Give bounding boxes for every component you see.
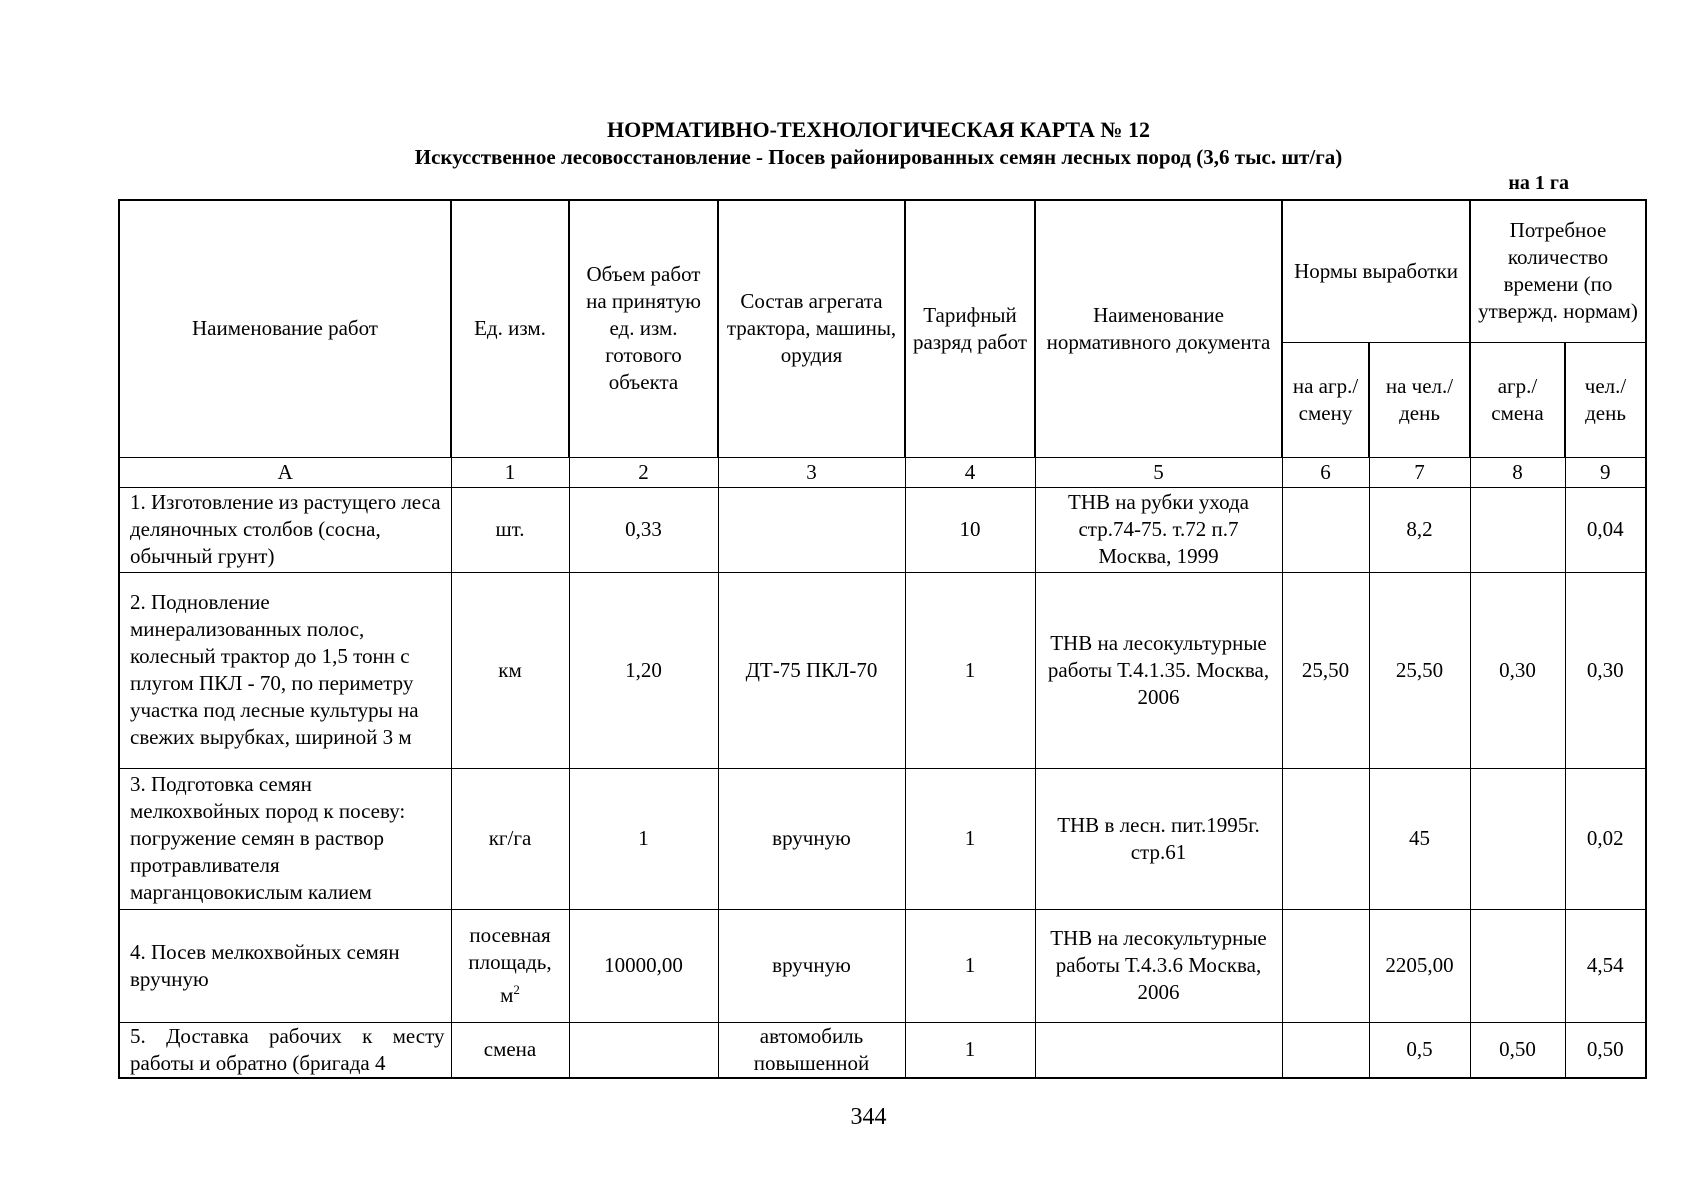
cell-norm-man: 8,2 bbox=[1369, 487, 1470, 572]
cell-composition: вручную bbox=[718, 909, 905, 1022]
table-row bbox=[119, 768, 1646, 909]
cell-norm-man: 45 bbox=[1369, 768, 1470, 909]
cell-unit: кг/га bbox=[451, 768, 569, 909]
cell-volume: 10000,00 bbox=[569, 909, 718, 1022]
cell-unit: шт. bbox=[451, 487, 569, 572]
header-norms: Нормы выработки bbox=[1282, 200, 1470, 342]
cell-tariff: 1 bbox=[905, 909, 1035, 1022]
cell-work-name: 5. Доставка рабочих к месту работы и обратно (бригада 4 bbox=[119, 1022, 451, 1078]
cell-time-agr bbox=[1470, 909, 1565, 1022]
cell-doc: ТНВ на лесокультурные работы Т.4.3.6 Москва, 2006 bbox=[1035, 909, 1282, 1022]
header-norm-man: на чел./ день bbox=[1369, 342, 1470, 457]
index-cell: 2 bbox=[569, 457, 718, 487]
cell-doc: ТНВ на рубки ухода стр.74-75. т.72 п.7 Москва, 1999 bbox=[1035, 487, 1282, 572]
cell-tariff: 10 bbox=[905, 487, 1035, 572]
cell-work-name: 2. Подновление минерализованных полос, колесный трактор до 1,5 тонн с плугом ПКЛ - 70, по периметру участка под лесные культуры на свежих вырубках, шириной 3 м bbox=[119, 572, 451, 768]
index-cell: 9 bbox=[1565, 457, 1646, 487]
table-row bbox=[119, 487, 1646, 572]
cell-norm-agr bbox=[1282, 768, 1369, 909]
header-norm-agr: на агр./ смену bbox=[1282, 342, 1369, 457]
header-time: Потребное количество времени (по утвержд. нормам) bbox=[1470, 200, 1646, 342]
unit-main-text: посевная площадь, bbox=[468, 923, 552, 974]
header-time-agr: агр./ смена bbox=[1470, 342, 1565, 457]
cell-norm-man: 25,50 bbox=[1369, 572, 1470, 768]
cell-time-agr: 0,50 bbox=[1470, 1022, 1565, 1078]
table-row bbox=[119, 572, 1646, 768]
table-row bbox=[119, 1022, 1646, 1078]
document-subtitle: Искусственное лесовосстановление - Посев районированных семян лесных пород (3,6 тыс. шт/га) bbox=[414, 145, 1343, 169]
index-cell: 5 bbox=[1035, 457, 1282, 487]
cell-volume: 1 bbox=[569, 768, 718, 909]
cell-composition bbox=[718, 487, 905, 572]
cell-tariff: 1 bbox=[905, 572, 1035, 768]
cell-time-man: 0,04 bbox=[1565, 487, 1646, 572]
header-volume: Объем работ на принятую ед. изм. готового объекта bbox=[569, 200, 718, 457]
cell-doc: ТНВ в лесн. пит.1995г. стр.61 bbox=[1035, 768, 1282, 909]
cell-time-man: 0,30 bbox=[1565, 572, 1646, 768]
cell-tariff: 1 bbox=[905, 768, 1035, 909]
index-cell: 7 bbox=[1369, 457, 1470, 487]
cell-composition: ДТ-75 ПКЛ-70 bbox=[718, 572, 905, 768]
index-row bbox=[119, 457, 1646, 487]
header-tariff: Тарифный разряд работ bbox=[905, 200, 1035, 457]
header-time-man: чел./ день bbox=[1565, 342, 1646, 457]
cell-work-name: 1. Изготовление из растущего леса деляночных столбов (сосна, обычный грунт) bbox=[119, 487, 451, 572]
index-cell: 1 bbox=[451, 457, 569, 487]
norms-table bbox=[118, 199, 1647, 1079]
unit-m-text: м bbox=[500, 983, 514, 1007]
cell-volume: 1,20 bbox=[569, 572, 718, 768]
cell-volume bbox=[569, 1022, 718, 1078]
cell-time-man: 0,50 bbox=[1565, 1022, 1646, 1078]
page-number: 344 bbox=[850, 1104, 887, 1130]
header-doc: Наименование нормативного документа bbox=[1035, 200, 1282, 457]
document-title: НОРМАТИВНО-ТЕХНОЛОГИЧЕСКАЯ КАРТА № 12 bbox=[606, 117, 1150, 142]
cell-norm-agr bbox=[1282, 487, 1369, 572]
cell-time-agr: 0,30 bbox=[1470, 572, 1565, 768]
cell-work-name: 4. Посев мелкохвойных семян вручную bbox=[119, 909, 451, 1022]
index-cell: 3 bbox=[718, 457, 905, 487]
cell-norm-man: 2205,00 bbox=[1369, 909, 1470, 1022]
cell-norm-man: 0,5 bbox=[1369, 1022, 1470, 1078]
cell-composition: автомобиль повышенной bbox=[718, 1022, 905, 1078]
cell-unit: км bbox=[451, 572, 569, 768]
cell-time-agr bbox=[1470, 768, 1565, 909]
cell-norm-agr bbox=[1282, 909, 1369, 1022]
cell-time-man: 0,02 bbox=[1565, 768, 1646, 909]
cell-norm-agr: 25,50 bbox=[1282, 572, 1369, 768]
unit-superscript: 2 bbox=[513, 982, 520, 997]
cell-work-name: 3. Подготовка семян мелкохвойных пород к посеву: погружение семян в раствор протравливателя марганцовокислым калием bbox=[119, 768, 451, 909]
unit-note: на 1 га bbox=[1508, 172, 1569, 194]
index-cell: 6 bbox=[1282, 457, 1369, 487]
index-cell: 4 bbox=[905, 457, 1035, 487]
table-row bbox=[119, 909, 1646, 1022]
header-unit: Ед. изм. bbox=[451, 200, 569, 457]
index-cell: А bbox=[119, 457, 451, 487]
cell-doc bbox=[1035, 1022, 1282, 1078]
cell-tariff: 1 bbox=[905, 1022, 1035, 1078]
header-work-name: Наименование работ bbox=[119, 200, 451, 457]
index-cell: 8 bbox=[1470, 457, 1565, 487]
cell-volume: 0,33 bbox=[569, 487, 718, 572]
cell-composition: вручную bbox=[718, 768, 905, 909]
cell-unit bbox=[451, 909, 569, 1022]
cell-unit: смена bbox=[451, 1022, 569, 1078]
cell-norm-agr bbox=[1282, 1022, 1369, 1078]
cell-time-agr bbox=[1470, 487, 1565, 572]
cell-time-man: 4,54 bbox=[1565, 909, 1646, 1022]
header-composition: Состав агрегата трактора, машины, орудия bbox=[718, 200, 905, 457]
cell-doc: ТНВ на лесокультурные работы Т.4.1.35. Москва, 2006 bbox=[1035, 572, 1282, 768]
